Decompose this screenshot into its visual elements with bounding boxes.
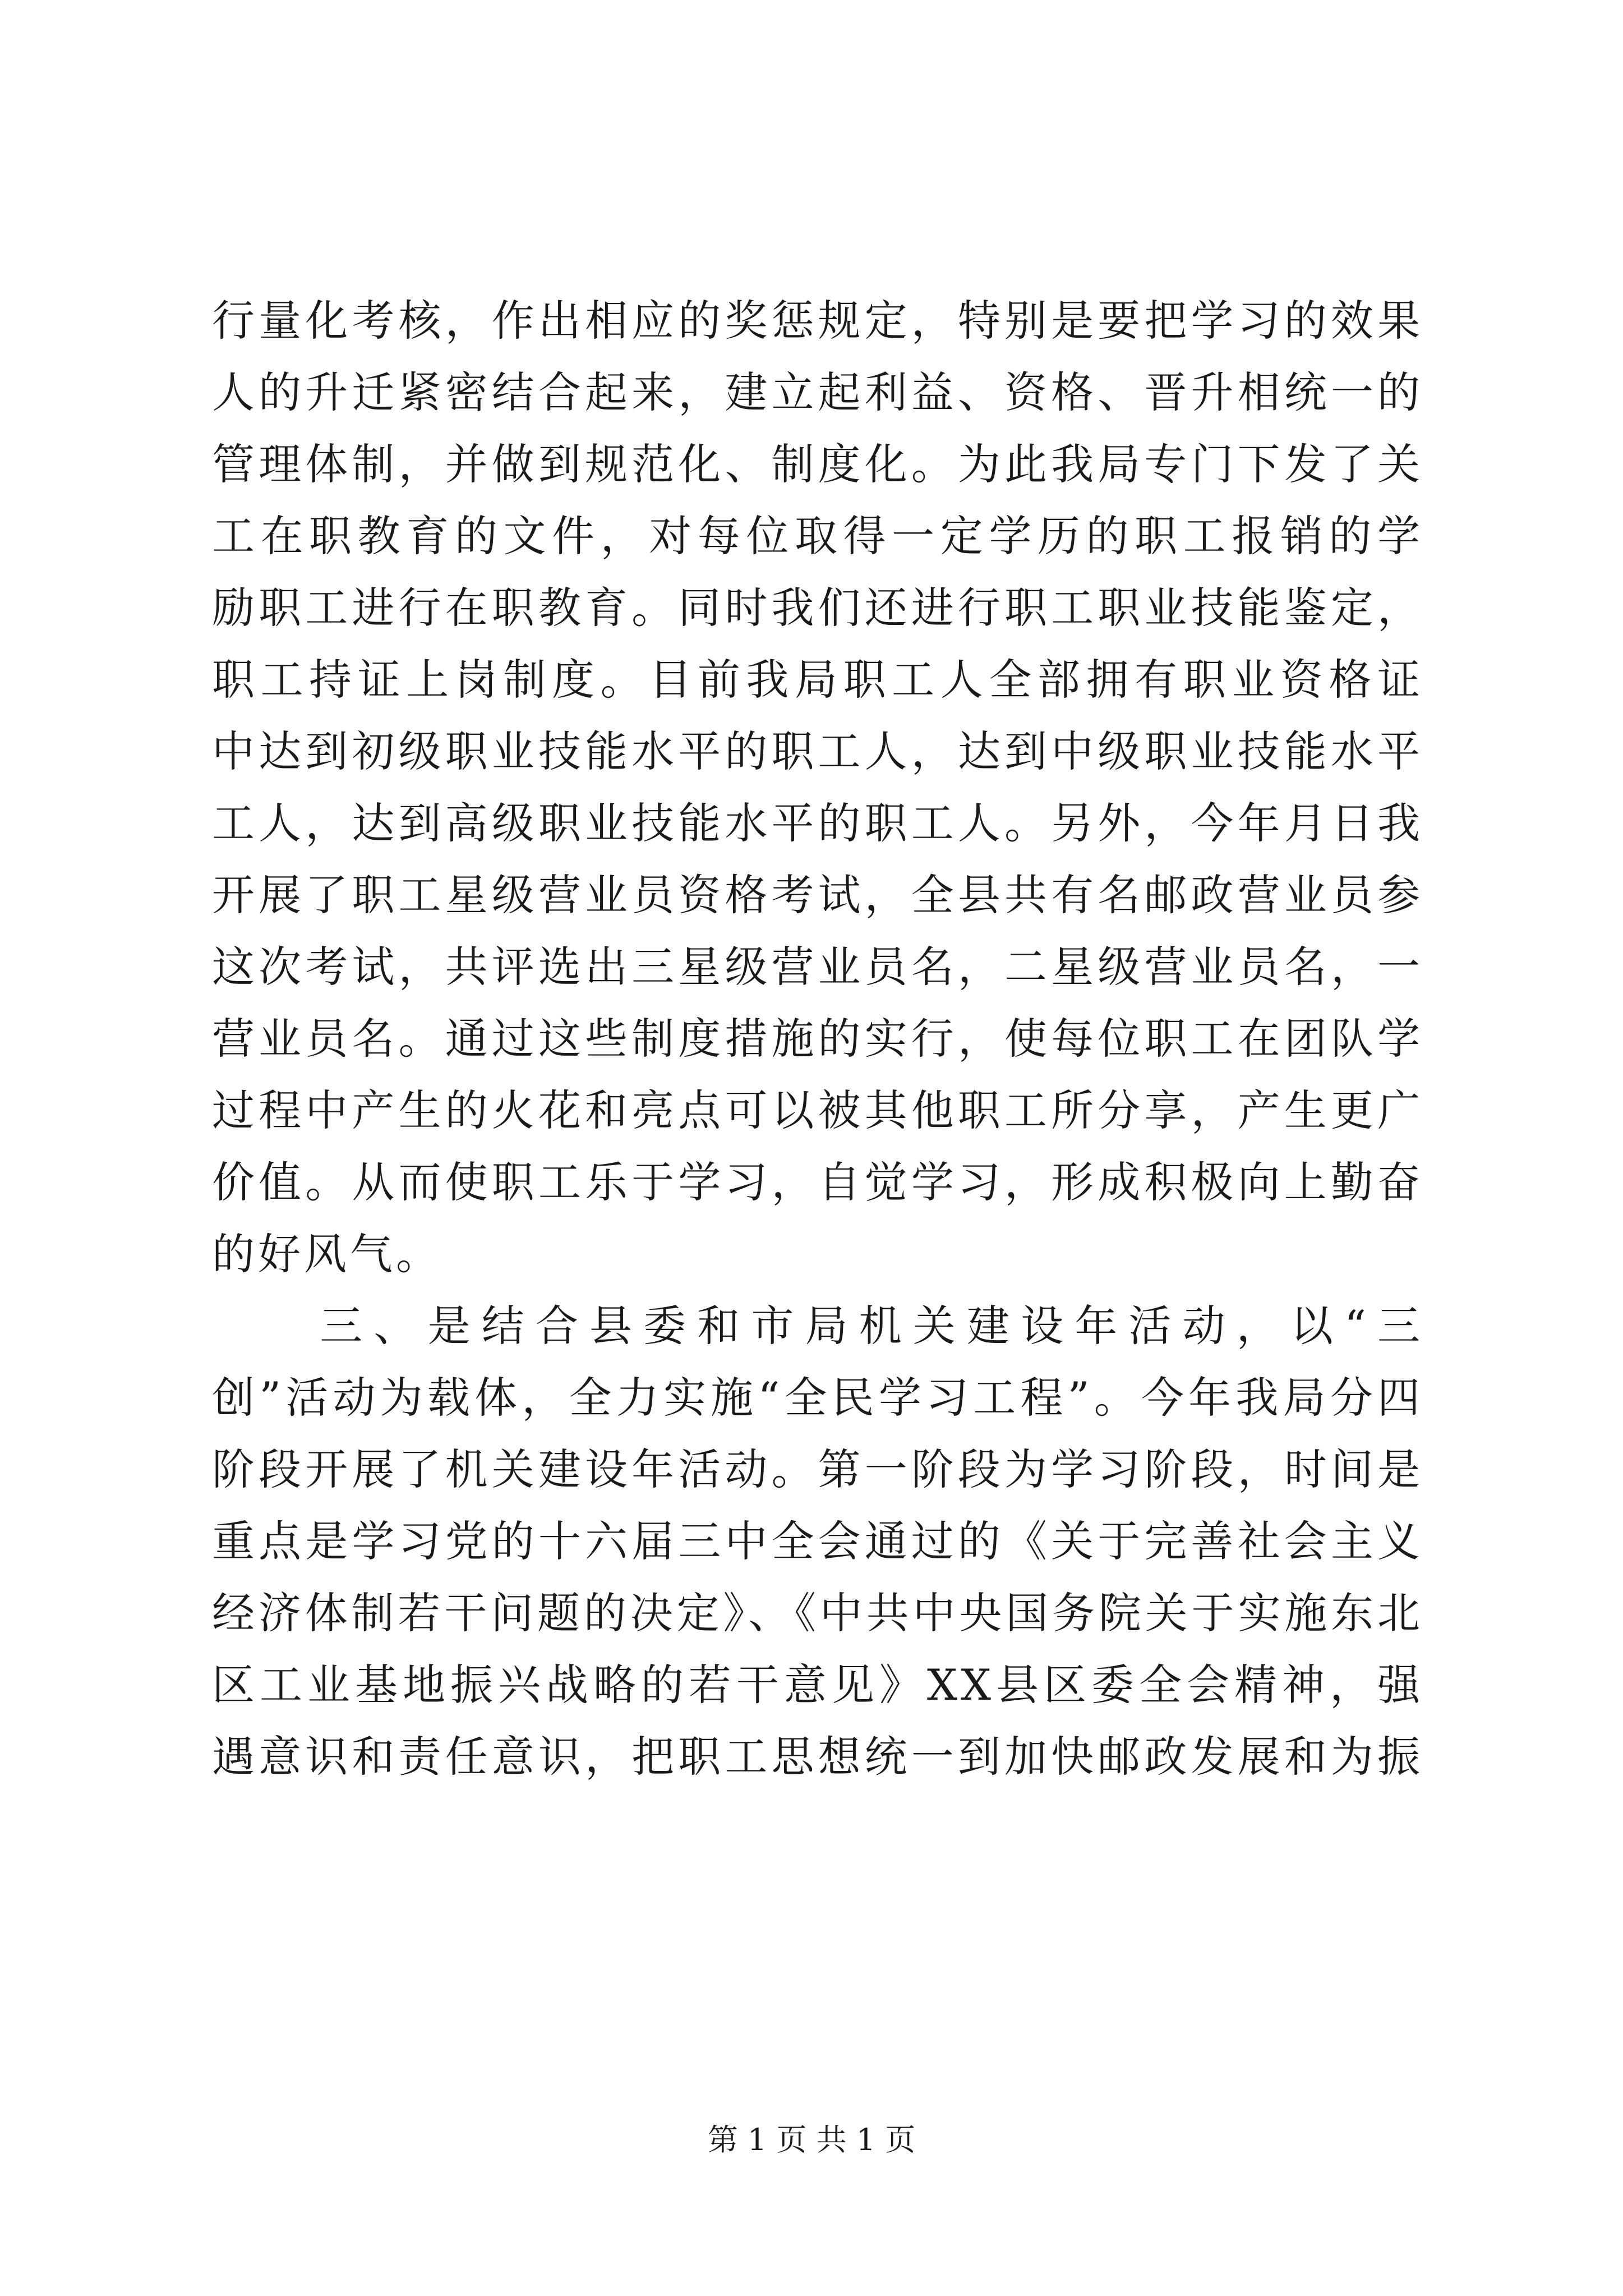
text-line-12: 过程中产生的火花和亮点可以被其他职工所分享，产生更广 <box>212 1085 1423 1135</box>
text-line-6: 职工持证上岗制度。目前我局职工人全部拥有职业资格证 <box>212 655 1423 705</box>
text-line-21: 遇意识和责任意识，把职工思想统一到加快邮政发展和为振 <box>212 1732 1423 1782</box>
text-line-20: 区工业基地振兴战略的若干意见》XX县区委全会精神，强 <box>212 1660 1423 1710</box>
text-line-16: 创”活动为载体，全力实施“全民学习工程”。今年我局分四 <box>212 1373 1423 1423</box>
text-line-2: 人的升迁紧密结合起来，建立起利益、资格、晋升相统一的 <box>212 367 1423 417</box>
text-line-3: 管理体制，并做到规范化、制度化。为此我局专门下发了关 <box>212 439 1423 489</box>
text-line-9: 开展了职工星级营业员资格考试，全县共有名邮政营业员参 <box>212 870 1423 920</box>
text-line-19: 经济体制若干问题的决定》、《中共中央国务院关于实施东北 <box>212 1588 1423 1638</box>
text-line-15: 三、是结合县委和市局机关建设年活动，以“三 <box>320 1301 1423 1351</box>
text-line-4: 工在职教育的文件，对每位取得一定学历的职工报销的学 <box>212 511 1423 561</box>
text-line-8: 工人，达到高级职业技能水平的职工人。另外，今年月日我 <box>212 798 1423 848</box>
text-line-14: 的好风气。 <box>212 1229 442 1279</box>
text-line-7: 中达到初级职业技能水平的职工人，达到中级职业技能水平 <box>212 726 1423 776</box>
text-line-18: 重点是学习党的十六届三中全会通过的《关于完善社会主义 <box>212 1516 1423 1566</box>
text-line-11: 营业员名。通过这些制度措施的实行，使每位职工在团队学 <box>212 1014 1423 1064</box>
text-line-1: 行量化考核，作出相应的奖惩规定，特别是要把学习的效果 <box>212 296 1423 346</box>
text-line-17: 阶段开展了机关建设年活动。第一阶段为学习阶段，时间是 <box>212 1444 1423 1494</box>
page-footer: 第 1 页 共 1 页 <box>707 2122 916 2157</box>
text-line-13: 价值。从而使职工乐于学习，自觉学习，形成积极向上勤奋 <box>212 1157 1423 1207</box>
text-line-10: 这次考试，共评选出三星级营业员名，二星级营业员名，一 <box>212 942 1423 992</box>
document-body <box>212 285 1423 1793</box>
text-line-5: 励职工进行在职教育。同时我们还进行职工职业技能鉴定， <box>212 583 1423 633</box>
